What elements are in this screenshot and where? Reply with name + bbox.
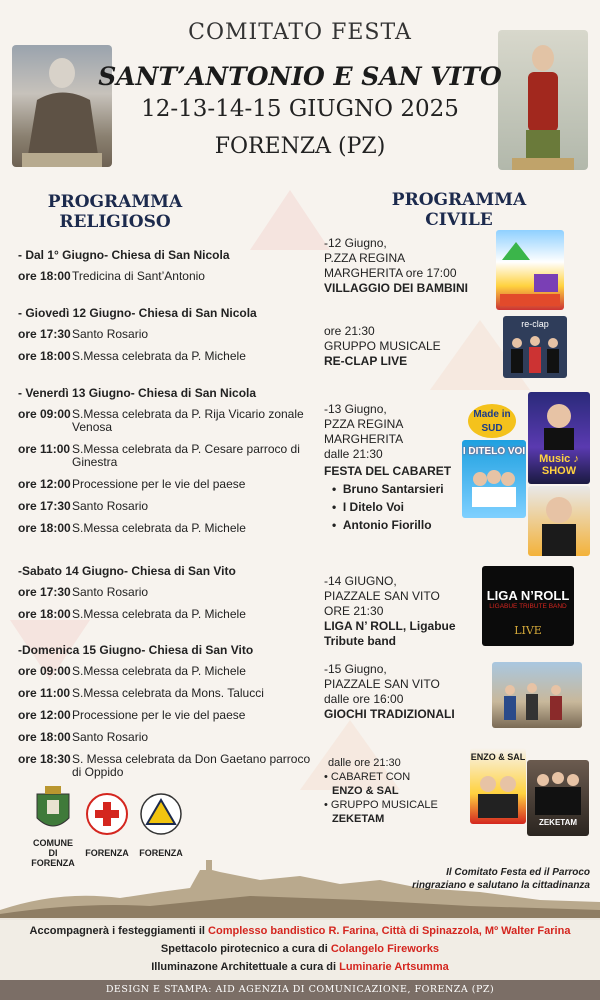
header <box>0 0 600 170</box>
ditelo-voi-image <box>462 440 526 518</box>
row-desc: S.Messa celebrata da P. Michele <box>72 664 246 678</box>
religioso-title <box>30 192 200 232</box>
footer-line-1 <box>0 922 600 940</box>
event-name: GIOCHI TRADIZIONALI <box>324 707 455 721</box>
event-14-liganroll <box>324 574 494 649</box>
row-time: ore 11:00 <box>18 686 71 700</box>
footer-lights-intro: Illuminazone Architettuale a cura di <box>151 961 340 973</box>
red-cross-icon <box>85 792 129 836</box>
bruno-santarsieri-image <box>528 392 590 484</box>
event-12-reclap <box>324 324 494 369</box>
row-time: ore 17:30 <box>18 327 71 341</box>
schedule-row <box>14 270 314 283</box>
day-label: -Domenica 15 Giugno- Chiesa di San Vito <box>18 643 254 657</box>
comune-crest-icon <box>33 784 73 836</box>
religioso-day-2 <box>14 306 314 372</box>
religioso-day-3 <box>14 386 314 544</box>
row-desc: Santo Rosario <box>72 327 149 341</box>
event-date: -13 Giugno, <box>324 402 387 416</box>
event-line: • GRUPPO MUSICALE <box>324 799 438 811</box>
event-place: PIAZZALE SAN VITO <box>324 589 440 603</box>
giochi-tradizionali-image <box>492 662 582 728</box>
schedule-row <box>14 687 314 700</box>
row-desc: Santo Rosario <box>72 499 149 513</box>
schedule-row <box>14 500 314 513</box>
schedule-row <box>14 665 314 678</box>
ditelo-voi-label: I DITELO VOI <box>462 446 526 457</box>
reclap-label: re-clap <box>521 319 549 329</box>
row-time: ore 18:00 <box>18 269 71 283</box>
enzo-sal-image <box>470 748 526 824</box>
footer-line-3 <box>0 958 600 976</box>
design-credit: DESIGN E STAMPA: AID AGENZIA DI COMUNICAZIONE, FORENZA (PZ) <box>0 980 600 1000</box>
bg-triangle <box>250 190 330 250</box>
protezione-civile-label: FORENZA <box>139 848 183 858</box>
row-desc: S.Messa celebrata da P. Michele <box>72 521 246 535</box>
row-time: ore 09:00 <box>18 664 71 678</box>
cabaret-artist: • Antonio Fiorillo <box>332 518 432 532</box>
liga-tribute-label: LIGABUE TRIBUTE BAND <box>489 603 567 610</box>
music-show-label: Music ♪ SHOW <box>539 453 579 477</box>
row-time: ore 12:00 <box>18 708 71 722</box>
event-name: Tribute band <box>324 634 396 648</box>
event-name: RE-CLAP LIVE <box>324 354 408 368</box>
event-place: MARGHERITA <box>324 432 404 446</box>
thanks-line-2: ringraziano e salutano la cittadinanza <box>412 880 590 891</box>
event-time: dalle 21:30 <box>324 447 383 461</box>
festa-location: FORENZA (PZ) <box>214 134 386 159</box>
cabaret-label: CABARET CON <box>330 771 411 783</box>
event-place: PIAZZALE SAN VITO <box>324 677 440 691</box>
religioso-day-5 <box>14 643 314 788</box>
event-place: MARGHERITA ore 17:00 <box>324 266 457 280</box>
row-desc: Processione per le vie del paese <box>72 477 246 491</box>
enzo-sal-label: ENZO & SAL <box>470 752 526 762</box>
row-time: ore 18:30 <box>18 752 71 766</box>
day-label: -Sabato 14 Giugno- Chiesa di San Vito <box>18 564 236 578</box>
footer-fireworks-name: Colangelo Fireworks <box>330 943 440 955</box>
footer-fireworks-intro: Spettacolo pirotecnico a cura di <box>160 943 331 955</box>
schedule-row <box>14 522 314 535</box>
row-time: ore 17:30 <box>18 585 71 599</box>
comune-label-1: COMUNE DI <box>33 838 73 858</box>
made-in-sud-label: Made in SUD <box>473 409 511 434</box>
footer-credits <box>0 918 600 982</box>
event-line: GRUPPO MUSICALE <box>324 339 441 353</box>
footer-line-2 <box>0 940 600 958</box>
festa-dates: 12-13-14-15 GIUGNO 2025 <box>141 96 459 122</box>
row-desc: Santo Rosario <box>72 730 149 744</box>
row-desc: S. Messa celebrata da Don Gaetano parroco di Oppido <box>72 752 311 779</box>
event-12-villaggio <box>324 236 494 296</box>
religioso-title-line2: RELIGIOSO <box>59 212 171 232</box>
antonio-fiorillo-image <box>528 486 590 556</box>
zeketam-image <box>527 760 589 836</box>
schedule-row <box>14 478 314 491</box>
row-desc: Tredicina di Sant’Antonio <box>72 269 205 283</box>
event-name: ENZO & SAL <box>332 785 399 797</box>
schedule-row <box>14 408 314 434</box>
artist-name: Bruno Santarsieri <box>342 482 444 496</box>
footer-band-intro: Accompagnerà i festeggiamenti il <box>29 925 209 937</box>
schedule-row <box>14 608 314 621</box>
schedule-row <box>14 443 314 469</box>
row-time: ore 18:00 <box>18 730 71 744</box>
comune-label-2: FORENZA <box>31 858 75 868</box>
event-15-sera <box>324 756 494 826</box>
cabaret-artist: • Bruno Santarsieri <box>332 482 444 496</box>
croce-rossa-label: FORENZA <box>85 848 129 858</box>
row-time: ore 11:00 <box>18 442 71 456</box>
row-desc: S.Messa celebrata da P. Michele <box>72 607 246 621</box>
zeketam-label: ZEKETAM <box>538 818 578 827</box>
day-label: - Dal 1° Giugno- Chiesa di San Nicola <box>18 248 230 262</box>
event-date: -12 Giugno, <box>324 236 387 250</box>
artist-name: I Ditelo Voi <box>342 500 404 514</box>
row-time: ore 09:00 <box>18 407 71 421</box>
row-time: ore 12:00 <box>18 477 71 491</box>
religioso-day-1 <box>14 248 314 292</box>
villaggio-bambini-image <box>496 230 564 310</box>
row-desc: S.Messa celebrata da P. Michele <box>72 349 246 363</box>
gruppo-label: GRUPPO MUSICALE <box>330 799 438 811</box>
event-15-giochi <box>324 662 494 722</box>
event-name: VILLAGGIO DEI BAMBINI <box>324 281 468 295</box>
event-place: PZZA REGINA <box>324 417 404 431</box>
footer-lights-name: Luminarie Artsumma <box>339 961 449 973</box>
event-time: dalle ore 21:30 <box>328 757 401 769</box>
event-place: P.ZZA REGINA <box>324 251 406 265</box>
civile-title-line2: CIVILE <box>425 210 493 230</box>
day-label: - Venerdì 13 Giugno- Chiesa di San Nicola <box>18 386 257 400</box>
religioso-day-4 <box>14 564 314 630</box>
festa-title: SANT’ANTONIO E SAN VITO <box>98 62 502 91</box>
day-label: - Giovedì 12 Giugno- Chiesa di San Nicola <box>18 306 257 320</box>
committee-title: COMITATO FESTA <box>188 20 412 45</box>
event-name: ZEKETAM <box>332 813 385 825</box>
event-line: • CABARET CON <box>324 771 411 783</box>
row-time: ore 17:30 <box>18 499 71 513</box>
liga-n-roll-poster <box>482 566 574 646</box>
row-desc: S.Messa celebrata da Mons. Talucci <box>72 686 264 700</box>
row-time: ore 18:00 <box>18 607 71 621</box>
schedule-row <box>14 709 314 722</box>
civile-title <box>374 190 544 230</box>
event-date: -14 GIUGNO, <box>324 574 397 588</box>
schedule-row <box>14 753 314 779</box>
liga-n-roll-label: LIGA N’ROLL <box>486 588 570 603</box>
event-name: FESTA DEL CABARET <box>324 464 452 478</box>
liga-live-label: LIVE <box>514 624 542 637</box>
row-desc: Santo Rosario <box>72 585 149 599</box>
schedule-row <box>14 350 314 363</box>
row-desc: S.Messa celebrata da P. Rija Vicario zonale Venosa <box>72 407 304 434</box>
thanks-line-1: Il Comitato Festa ed il Parroco <box>446 867 590 878</box>
made-in-sud-logo <box>468 404 516 438</box>
row-desc: Processione per le vie del paese <box>72 708 246 722</box>
civil-protection-icon <box>139 792 183 836</box>
thanks-message <box>400 866 590 892</box>
row-time: ore 18:00 <box>18 521 71 535</box>
event-time: ORE 21:30 <box>324 604 384 618</box>
schedule-row <box>14 328 314 341</box>
religioso-title-line1: PROGRAMMA <box>47 192 183 212</box>
event-name: LIGA N’ ROLL, Ligabue <box>324 619 456 633</box>
schedule-row <box>14 731 314 744</box>
event-date: -15 Giugno, <box>324 662 387 676</box>
artist-name: Antonio Fiorillo <box>342 518 432 532</box>
cabaret-artist: • I Ditelo Voi <box>332 500 404 514</box>
schedule-row <box>14 586 314 599</box>
footer-band-name: Complesso bandistico R. Farina, Città di Spinazzola, Mº Walter Farina <box>208 925 571 937</box>
reclap-image <box>503 316 567 378</box>
row-desc: S.Messa celebrata da P. Cesare parroco di Ginestra <box>72 442 300 469</box>
event-time: dalle ore 16:00 <box>324 692 404 706</box>
civile-title-line1: PROGRAMMA <box>391 190 527 210</box>
event-time: ore 21:30 <box>324 324 375 338</box>
row-time: ore 18:00 <box>18 349 71 363</box>
